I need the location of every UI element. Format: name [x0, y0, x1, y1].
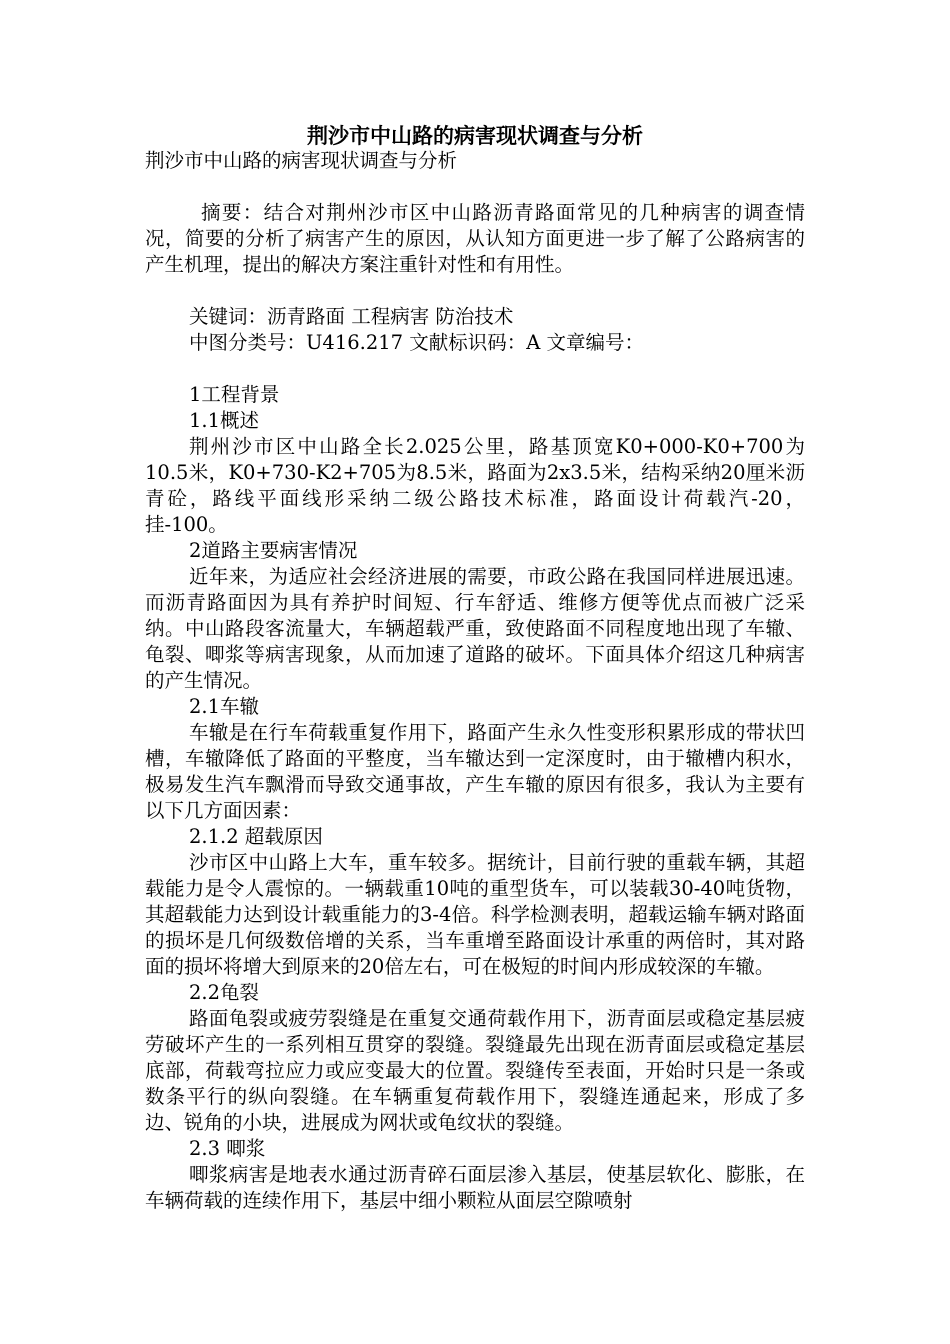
- keywords-line: 关键词：沥青路面 工程病害 防治技术: [189, 305, 514, 328]
- document-title: 荆沙市中山路的病害现状调查与分析: [307, 124, 643, 148]
- body-paragraph: 路面龟裂或疲劳裂缝是在重复交通荷载作用下，沥青面层或稳定基层疲劳破坏产生的一系列相互贯穿的裂缝。裂缝最先出现在沥青面层或稳定基层底部，荷载弯拉应力或应变最大的位置。裂缝传至表面，开始时只是一条或数条平行的纵向裂缝。在车辆重复荷载作用下，裂缝连通起来，形成了多边、锐角的小块，进展成为网状或龟纹状的裂缝。: [145, 1007, 805, 1134]
- section-heading: 2.1.2 超载原因: [189, 825, 323, 848]
- section-heading: 2.2龟裂: [189, 981, 260, 1004]
- section-heading: 1.1概述: [189, 409, 260, 432]
- section-heading: 2.1车辙: [189, 695, 260, 718]
- spacer: [145, 356, 805, 382]
- section-heading: 1工程背景: [189, 383, 280, 406]
- body-paragraph: 唧浆病害是地表水通过沥青碎石面层渗入基层，使基层软化、膨胀，在车辆荷载的连续作用下，基层中细小颗粒从面层空隙喷射: [145, 1163, 805, 1212]
- abstract-paragraph: 摘要：结合对荆州沙市区中山路沥青路面常见的几种病害的调查情况，简要的分析了病害产生的原因，从认知方面更进一步了解了公路病害的产生机理，提出的解决方案注重针对性和有用性。: [145, 201, 805, 276]
- spacer: [145, 174, 805, 200]
- body-paragraph: 沙市区中山路上大车，重车较多。据统计，目前行驶的重载车辆，其超载能力是令人震惊的。一辆载重10吨的重型货车，可以装载30-40吨货物，其超载能力达到设计载重能力的3-4倍。科学检测表明，超载运输车辆对路面的损坏是几何级数倍增的关系，当车重增至路面设计承重的两倍时，其对路面的损坏将增大到原来的20倍左右，可在极短的时间内形成较深的车辙。: [145, 851, 805, 978]
- body-paragraph: 近年来，为适应社会经济进展的需要，市政公路在我国同样进展迅速。而沥青路面因为具有养护时间短、行车舒适、维修方便等优点而被广泛采纳。中山路段客流量大，车辆超载严重，致使路面不同程度地出现了车辙、龟裂、唧浆等病害现象，从而加速了道路的破坏。下面具体介绍这几种病害的产生情况。: [145, 565, 805, 692]
- section-heading: 2.3 唧浆: [189, 1137, 266, 1160]
- document-subtitle: 荆沙市中山路的病害现状调查与分析: [145, 149, 458, 172]
- section-heading: 2道路主要病害情况: [189, 539, 358, 562]
- classification-line: 中图分类号：U416.217 文献标识码：A 文章编号：: [189, 331, 645, 354]
- document-body: [145, 148, 805, 1214]
- body-paragraph: 荆州沙市区中山路全长2.025公里，路基顶宽K0+000-K0+700为10.5米，K0+730-K2+705为8.5米，路面为2x3.5米，结构采纳20厘米沥青砼，路线平面线形采纳二级公路技术标准，路面设计荷载汽-20，挂-100。: [145, 435, 805, 536]
- body-paragraph: 车辙是在行车荷载重复作用下，路面产生永久性变形积累形成的带状凹槽，车辙降低了路面的平整度，当车辙达到一定深度时，由于辙槽内积水，极易发生汽车飘滑而导致交通事故，产生车辙的原因有很多，我认为主要有以下几方面因素：: [145, 721, 805, 822]
- spacer: [145, 278, 805, 304]
